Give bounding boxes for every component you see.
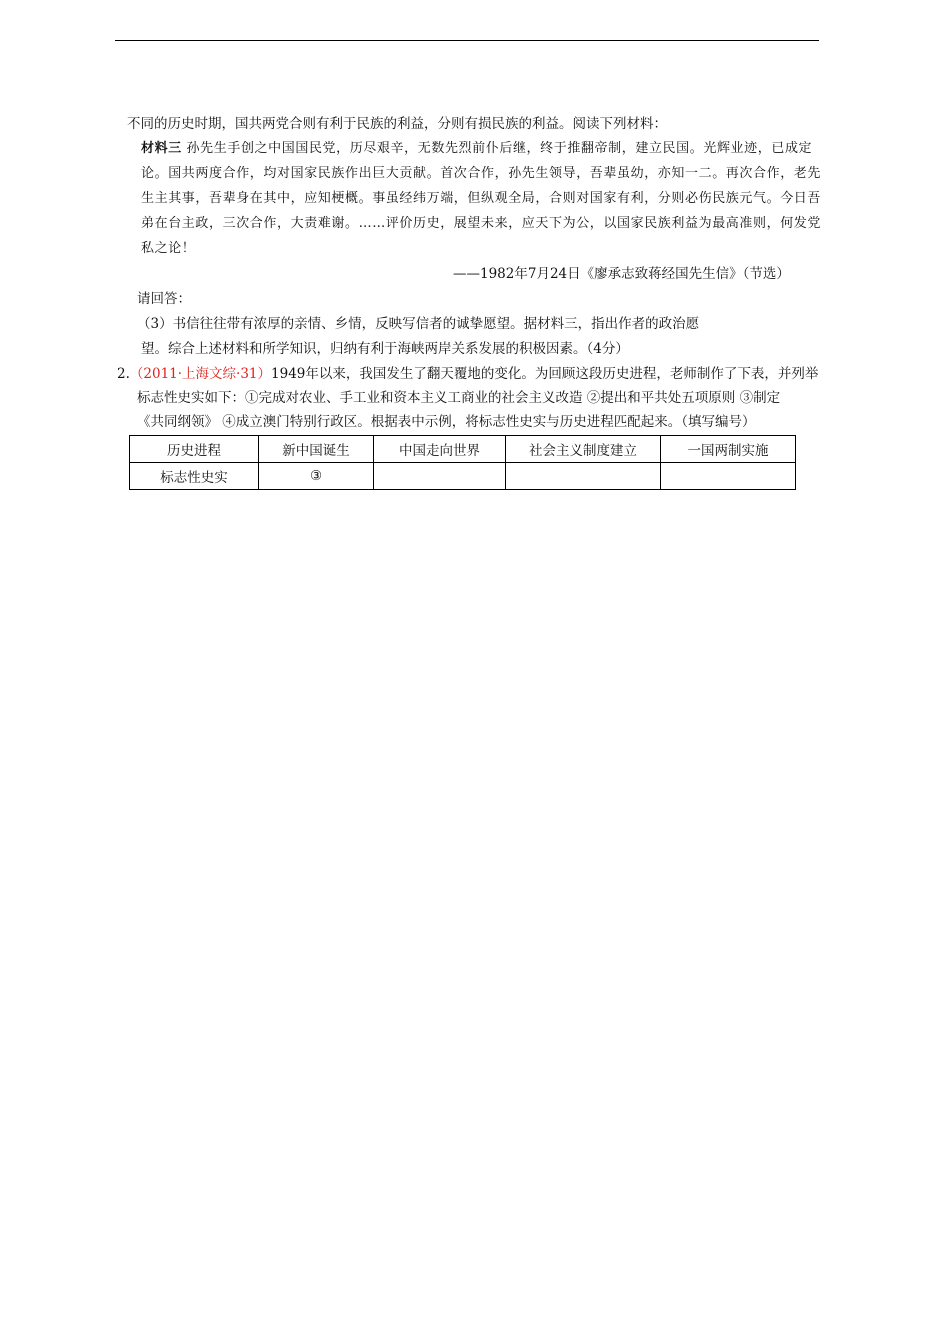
material3-line-2: 论。国共两度合作，均对国家民族作出巨大贡献。首次合作，孙先生领导，吾辈虽幼，亦知一二。再次合作，老先 [141,166,822,181]
table-row-label: 标志性史实 [130,463,259,490]
table-header-cell: 中国走向世界 [374,436,506,463]
table-header-cell: 社会主义制度建立 [506,436,661,463]
table-header-cell: 新中国诞生 [259,436,374,463]
table-row [130,463,796,490]
intro-text: 不同的历史时期，国共两党合则有利于民族的利益，分则有损民族的利益。阅读下列材料： [127,116,667,132]
question-2-text-1: 1949年以来，我国发生了翻天覆地的变化。为回顾这段历史进程，老师制作了下表，并列举 [271,366,819,382]
material3-line-1 [141,139,812,159]
question-2-line-3: 《共同纲领》 ④成立澳门特别行政区。根据表中示例，将标志性史实与历史进程匹配起来。（填写编号） [137,414,756,430]
table-answer-cell[interactable] [506,463,661,490]
table-answer-cell[interactable] [661,463,796,490]
question-3-line-2: 望。综合上述材料和所学知识，归纳有利于海峡两岸关系发展的积极因素。（4分） [141,341,629,357]
question-2-line-2: 标志性史实如下：①完成对农业、手工业和资本主义工商业的社会主义改造 ②提出和平共处五项原则 ③制定 [137,390,781,406]
table-answer-cell[interactable] [374,463,506,490]
table-header-cell: 历史进程 [130,436,259,463]
prompt-text: 请回答： [137,291,191,307]
material3-text-1: 孙先生手创之中国国民党，历尽艰辛，无数先烈前仆后继，终于推翻帝制，建立民国。光辉业迹，已成定 [186,141,813,156]
material3-source: ——1982年7月24日《廖承志致蒋经国先生信》（节选） [453,266,790,282]
material3-line-5: 私之论！ [141,241,196,256]
table-header-row [130,436,796,463]
table-answer-cell[interactable]: ③ [259,463,374,490]
material3-line-3: 生主其事，吾辈身在其中，应知梗概。事虽经纬万端，但纵观全局，合则对国家有利，分则必伤民族元气。今日吾 [141,191,822,206]
history-match-table [129,435,796,490]
question-2-number: 2. [117,366,130,382]
question-2-source: （2011·上海文综·31） [129,366,272,382]
question-2-line-1 [117,364,818,384]
material3-line-4: 弟在台主政，三次合作，大责难谢。……评价历史，展望未来，应天下为公，以国家民族利益为最高准则，何发党 [141,216,822,231]
header-rule [115,40,819,41]
material3-label: 材料三 [141,141,182,156]
question-3-line-1: （3）书信往往带有浓厚的亲情、乡情，反映写信者的诚挚愿望。据材料三，指出作者的政治愿 [137,316,700,332]
table-header-cell: 一国两制实施 [661,436,796,463]
